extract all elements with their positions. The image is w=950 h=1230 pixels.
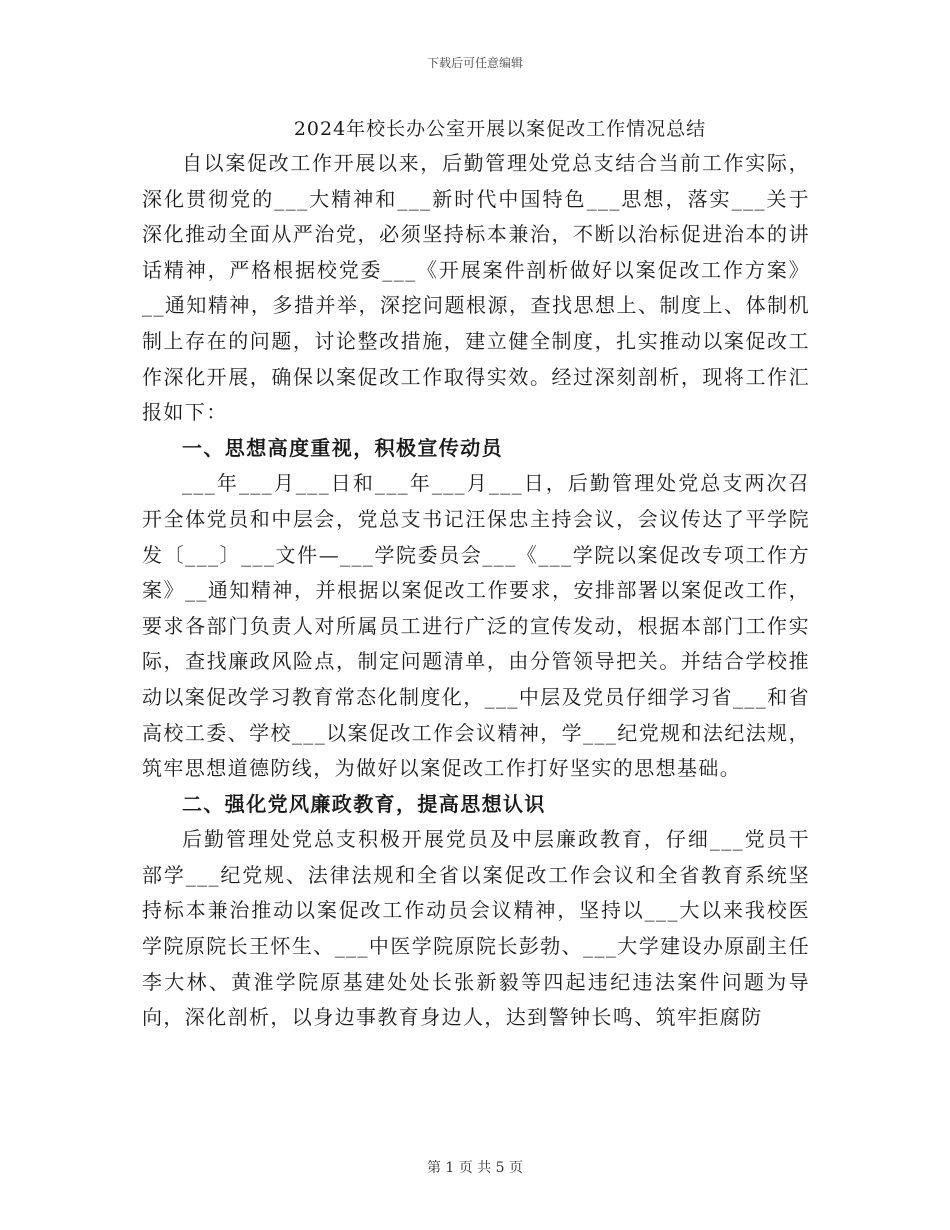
page-header-note: 下载后可任意编辑 <box>426 56 523 70</box>
document-title: 2024年校长办公室开展以案促改工作情况总结 <box>293 118 707 140</box>
document-body <box>142 146 810 1036</box>
section-body-2: 后勤管理处党总支积极开展党员及中层廉政教育，仔细___党员干部学___纪党规、法律法规和全省以案促改工作会议和全省教育系统坚持标本兼治推动以案促改工作动员会议精神，坚持以___大以来我校医学院原院长王怀生、___中医学院原院长彭勃、___大学建设办原副主任李大林、黄淮学院原基建处处长张新毅等四起违纪违法案件问题为导向，深化剖析，以身边事教育身边人，达到警钟长鸣、筑牢拒腐防 <box>142 827 810 1030</box>
section-heading-1: 一、思想高度重视，积极宣传动员 <box>182 435 503 460</box>
page-number: 第 1 页 共 5 页 <box>426 1160 524 1176</box>
section-heading-2: 二、强化党风廉政教育，提高思想认识 <box>182 791 546 816</box>
intro-paragraph: 自以案促改工作开展以来，后勤管理处党总支结合当前工作实际，深化贯彻党的___大精神和___新时代中国特色___思想，落实___关于深化推动全面从严治党，必须坚持标本兼治，不断以治标促进治本的讲话精神，严格根据校党委___《开展案件剖析做好以案促改工作方案》__通知精神，多措并举，深挖问题根源，查找思想上、制度上、体制机制上存在的问题，讨论整改措施，建立健全制度，扎实推动以案促改工作深化开展，确保以案促改工作取得实效。经过深刻剖析，现将工作汇报如下： <box>142 151 810 425</box>
section-body-1: ___年___月___日和___年___月___日，后勤管理处党总支两次召开全体党员和中层会，党总支书记汪保忠主持会议，会议传达了平学院发〔___〕___文件—___学院委员会___《___学院以案促改专项工作方案》__通知精神，并根据以案促改工作要求，安排部署以案促改工作，要求各部门负责人对所属员工进行广泛的宣传发动，根据本部门工作实际，查找廉政风险点，制定问题清单，由分管领导把关。并结合学校推动以案促改学习教育常态化制度化，___中层及党员仔细学习省___和省高校工委、学校___以案促改工作会议精神，学___纪党规和法纪法规，筑牢思想道德防线，为做好以案促改工作打好坚实的思想基础。 <box>142 471 810 781</box>
